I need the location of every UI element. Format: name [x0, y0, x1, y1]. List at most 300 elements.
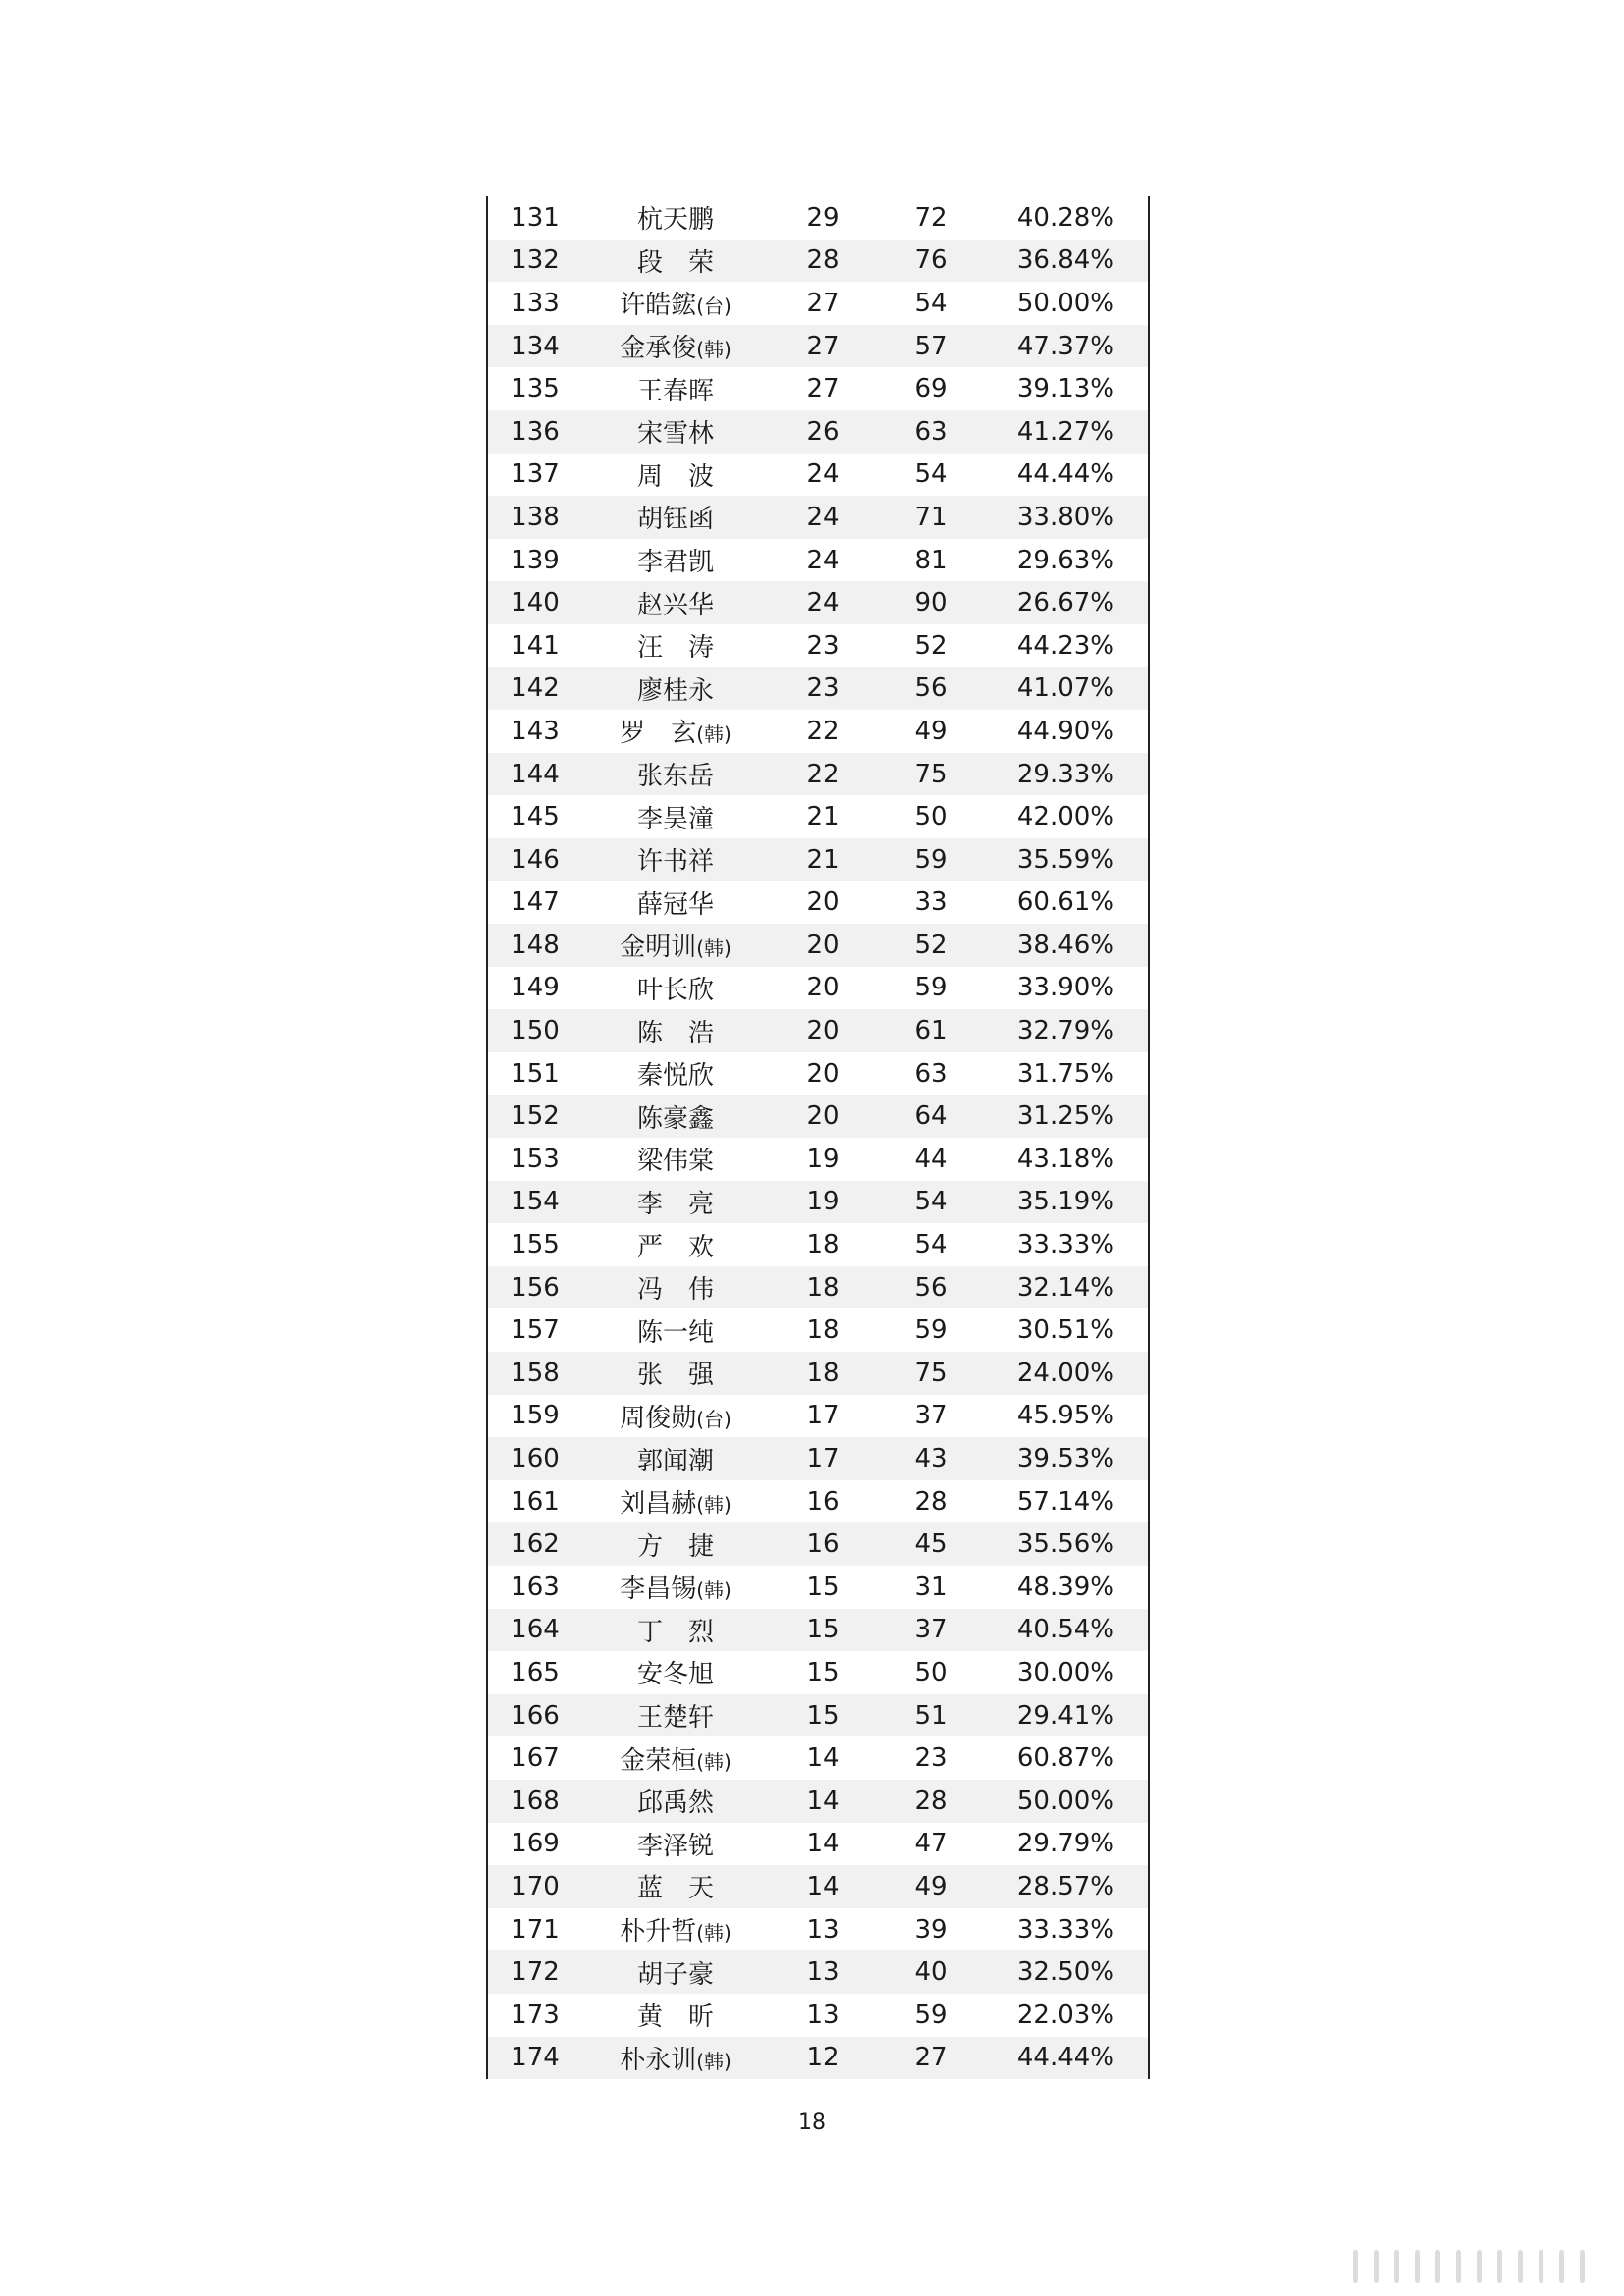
scroll-bar — [1580, 2250, 1585, 2283]
wins-cell: 17 — [806, 1444, 839, 1474]
wins-cell: 15 — [806, 1657, 839, 1687]
win-rate-cell: 22.03% — [1016, 2000, 1114, 2030]
games-cell: 57 — [914, 331, 947, 361]
player-name: 赵兴华 — [636, 590, 714, 620]
win-rate-cell: 29.79% — [1016, 1829, 1114, 1859]
win-rate-cell: 35.59% — [1016, 844, 1114, 875]
wins-cell: 24 — [806, 545, 839, 575]
games-cell: 63 — [914, 416, 947, 447]
player-name: 朴永训 — [620, 2045, 697, 2075]
wins-cell: 24 — [806, 459, 839, 490]
name-cell — [582, 1227, 769, 1263]
name-cell — [582, 1740, 769, 1777]
rank-cell: 171 — [511, 1914, 560, 1945]
player-name: 王楚轩 — [636, 1703, 714, 1734]
name-cell — [582, 1997, 769, 2033]
wins-cell: 16 — [806, 1529, 839, 1560]
table-row — [488, 1651, 1148, 1694]
scroll-bar — [1353, 2250, 1358, 2283]
name-cell — [582, 1441, 769, 1477]
games-cell: 64 — [914, 1101, 947, 1132]
wins-cell: 12 — [806, 2043, 839, 2073]
player-name: 冯 伟 — [636, 1275, 714, 1306]
rank-cell: 147 — [511, 887, 560, 918]
player-name: 李 亮 — [636, 1189, 714, 1219]
name-cell — [582, 1783, 769, 1819]
name-cell — [582, 1269, 769, 1306]
player-name: 朴升哲 — [620, 1917, 697, 1948]
games-cell: 39 — [914, 1914, 947, 1945]
table-row — [488, 1052, 1148, 1095]
player-name: 陈一纯 — [636, 1317, 714, 1348]
rank-cell: 151 — [511, 1058, 560, 1089]
table-row — [488, 240, 1148, 283]
rank-cell: 155 — [511, 1230, 560, 1260]
table-row — [488, 410, 1148, 454]
games-cell: 69 — [914, 374, 947, 404]
player-name: 方 捷 — [636, 1531, 714, 1562]
region-tag: (韩) — [696, 722, 731, 747]
games-cell: 27 — [914, 2043, 947, 2073]
games-cell: 56 — [914, 1272, 947, 1303]
win-rate-cell: 60.61% — [1016, 887, 1114, 918]
player-name: 张东岳 — [636, 762, 714, 792]
wins-cell: 14 — [806, 1829, 839, 1859]
wins-cell: 24 — [806, 502, 839, 532]
scroll-bar — [1415, 2250, 1420, 2283]
player-name: 李昊潼 — [636, 804, 714, 834]
player-name: 王春晖 — [636, 376, 714, 406]
wins-cell: 23 — [806, 630, 839, 661]
games-cell: 50 — [914, 802, 947, 832]
name-cell — [582, 585, 769, 621]
player-name: 陈 浩 — [636, 1018, 714, 1048]
name-cell — [582, 456, 769, 493]
rank-cell: 169 — [511, 1829, 560, 1859]
rank-cell: 149 — [511, 973, 560, 1003]
games-cell: 59 — [914, 1315, 947, 1346]
rank-cell: 158 — [511, 1358, 560, 1388]
games-cell: 28 — [914, 1486, 947, 1517]
table-row — [488, 454, 1148, 497]
wins-cell: 20 — [806, 930, 839, 960]
rank-cell: 153 — [511, 1144, 560, 1174]
table-row — [488, 1522, 1148, 1566]
win-rate-cell: 33.90% — [1016, 973, 1114, 1003]
name-cell — [582, 371, 769, 407]
name-cell — [582, 1826, 769, 1862]
player-name: 罗 玄 — [620, 719, 697, 749]
rank-cell: 150 — [511, 1016, 560, 1046]
table-row — [488, 710, 1148, 753]
player-name: 郭闻潮 — [636, 1446, 714, 1476]
games-cell: 71 — [914, 502, 947, 532]
rank-cell: 136 — [511, 416, 560, 447]
player-name: 许书祥 — [636, 847, 714, 878]
win-rate-cell: 35.56% — [1016, 1529, 1114, 1560]
wins-cell: 20 — [806, 973, 839, 1003]
rank-cell: 174 — [511, 2043, 560, 2073]
name-cell — [582, 1141, 769, 1177]
rank-cell: 146 — [511, 844, 560, 875]
region-tag: (韩) — [696, 1921, 731, 1946]
name-cell — [582, 1098, 769, 1135]
wins-cell: 18 — [806, 1315, 839, 1346]
scroll-bar — [1539, 2250, 1543, 2283]
name-cell — [582, 1954, 769, 1991]
table-row — [488, 881, 1148, 925]
name-cell — [582, 756, 769, 792]
win-rate-cell: 44.23% — [1016, 630, 1114, 661]
games-cell: 90 — [914, 588, 947, 618]
name-cell — [582, 1868, 769, 1904]
wins-cell: 15 — [806, 1572, 839, 1602]
region-tag: (韩) — [696, 2049, 731, 2073]
win-rate-cell: 29.63% — [1016, 545, 1114, 575]
wins-cell: 15 — [806, 1700, 839, 1731]
player-name: 刘昌赫 — [620, 1489, 697, 1520]
games-cell: 28 — [914, 1786, 947, 1816]
wins-cell: 13 — [806, 1957, 839, 1988]
rank-cell: 152 — [511, 1101, 560, 1132]
player-name: 邱禹然 — [636, 1789, 714, 1819]
wins-cell: 14 — [806, 1786, 839, 1816]
table-row — [488, 1823, 1148, 1866]
games-cell: 63 — [914, 1058, 947, 1089]
scroll-bar — [1559, 2250, 1564, 2283]
win-rate-cell: 40.28% — [1016, 202, 1114, 233]
wins-cell: 22 — [806, 759, 839, 789]
games-cell: 76 — [914, 245, 947, 276]
player-name: 秦悦欣 — [636, 1061, 714, 1092]
name-cell — [582, 542, 769, 578]
rank-cell: 142 — [511, 673, 560, 704]
player-name: 汪 涛 — [636, 633, 714, 664]
table-row — [488, 1308, 1148, 1352]
name-cell — [582, 1654, 769, 1690]
player-name: 薛冠华 — [636, 889, 714, 920]
win-rate-cell: 39.13% — [1016, 374, 1114, 404]
win-rate-cell: 32.14% — [1016, 1272, 1114, 1303]
games-cell: 59 — [914, 973, 947, 1003]
win-rate-cell: 36.84% — [1016, 245, 1114, 276]
rank-cell: 173 — [511, 2000, 560, 2030]
wins-cell: 24 — [806, 588, 839, 618]
rank-cell: 144 — [511, 759, 560, 789]
win-rate-cell: 32.50% — [1016, 1957, 1114, 1988]
win-rate-cell: 33.33% — [1016, 1230, 1114, 1260]
rank-cell: 133 — [511, 288, 560, 318]
table-row — [488, 325, 1148, 368]
table-row — [488, 1009, 1148, 1052]
player-name: 张 强 — [636, 1361, 714, 1391]
rank-cell: 172 — [511, 1957, 560, 1988]
games-cell: 31 — [914, 1572, 947, 1602]
player-name: 金承俊 — [620, 334, 697, 364]
scroll-bar — [1394, 2250, 1399, 2283]
name-cell — [582, 242, 769, 279]
win-rate-cell: 31.75% — [1016, 1058, 1114, 1089]
rank-cell: 137 — [511, 459, 560, 490]
games-cell: 49 — [914, 716, 947, 746]
scroll-indicator — [1353, 2250, 1585, 2283]
wins-cell: 27 — [806, 288, 839, 318]
player-name: 叶长欣 — [636, 975, 714, 1005]
scroll-bar — [1435, 2250, 1440, 2283]
wins-cell: 13 — [806, 2000, 839, 2030]
win-rate-cell: 47.37% — [1016, 331, 1114, 361]
games-cell: 52 — [914, 930, 947, 960]
games-cell: 75 — [914, 1358, 947, 1388]
wins-cell: 15 — [806, 1615, 839, 1645]
name-cell — [582, 627, 769, 664]
wins-cell: 14 — [806, 1871, 839, 1901]
name-cell — [582, 1569, 769, 1605]
rank-cell: 140 — [511, 588, 560, 618]
rank-cell: 165 — [511, 1657, 560, 1687]
wins-cell: 19 — [806, 1144, 839, 1174]
region-tag: (韩) — [696, 936, 731, 961]
rank-cell: 160 — [511, 1444, 560, 1474]
win-rate-cell: 38.46% — [1016, 930, 1114, 960]
player-name: 胡子豪 — [636, 1959, 714, 1990]
player-name: 李昌锡 — [620, 1575, 697, 1605]
name-cell — [582, 1184, 769, 1220]
win-rate-cell: 30.00% — [1016, 1657, 1114, 1687]
win-rate-cell: 40.54% — [1016, 1615, 1114, 1645]
win-rate-cell: 50.00% — [1016, 288, 1114, 318]
table-row — [488, 1609, 1148, 1652]
win-rate-cell: 42.00% — [1016, 802, 1114, 832]
win-rate-cell: 33.80% — [1016, 502, 1114, 532]
win-rate-cell: 26.67% — [1016, 588, 1114, 618]
table-row — [488, 1223, 1148, 1266]
win-rate-cell: 29.41% — [1016, 1700, 1114, 1731]
name-cell — [582, 884, 769, 921]
table-row — [488, 1780, 1148, 1823]
table-row — [488, 539, 1148, 582]
name-cell — [582, 713, 769, 749]
games-cell: 54 — [914, 459, 947, 490]
player-name: 李泽锐 — [636, 1831, 714, 1861]
table-row — [488, 1352, 1148, 1395]
name-cell — [582, 670, 769, 707]
name-cell — [582, 1398, 769, 1434]
player-name: 黄 昕 — [636, 2002, 714, 2033]
win-rate-cell: 24.00% — [1016, 1358, 1114, 1388]
player-name: 安冬旭 — [636, 1660, 714, 1690]
name-cell — [582, 328, 769, 364]
games-cell: 43 — [914, 1444, 947, 1474]
name-cell — [582, 799, 769, 835]
win-rate-cell: 32.79% — [1016, 1016, 1114, 1046]
games-cell: 59 — [914, 2000, 947, 2030]
games-cell: 47 — [914, 1829, 947, 1859]
player-name: 杭天鹏 — [636, 205, 714, 236]
region-tag: (韩) — [696, 1749, 731, 1774]
games-cell: 37 — [914, 1401, 947, 1431]
rank-cell: 141 — [511, 630, 560, 661]
wins-cell: 18 — [806, 1358, 839, 1388]
table-row — [488, 2037, 1148, 2080]
wins-cell: 29 — [806, 202, 839, 233]
player-name: 周 波 — [636, 461, 714, 492]
games-cell: 52 — [914, 630, 947, 661]
player-name: 廖桂永 — [636, 675, 714, 706]
table-row — [488, 753, 1148, 796]
table-row — [488, 1736, 1148, 1780]
games-cell: 54 — [914, 288, 947, 318]
table-row — [488, 496, 1148, 539]
wins-cell: 20 — [806, 887, 839, 918]
rank-cell: 157 — [511, 1315, 560, 1346]
win-rate-cell: 45.95% — [1016, 1401, 1114, 1431]
table-row — [488, 967, 1148, 1010]
name-cell — [582, 1612, 769, 1648]
table-row — [488, 367, 1148, 410]
player-name: 严 欢 — [636, 1232, 714, 1262]
table-row — [488, 196, 1148, 240]
table-row — [488, 1865, 1148, 1908]
games-cell: 23 — [914, 1743, 947, 1774]
games-cell: 75 — [914, 759, 947, 789]
wins-cell: 22 — [806, 716, 839, 746]
player-name: 蓝 天 — [636, 1874, 714, 1904]
win-rate-cell: 33.33% — [1016, 1914, 1114, 1945]
games-cell: 81 — [914, 545, 947, 575]
table-row — [488, 1395, 1148, 1438]
rank-cell: 148 — [511, 930, 560, 960]
table-row — [488, 581, 1148, 624]
name-cell — [582, 2040, 769, 2076]
player-name: 宋雪林 — [636, 419, 714, 450]
table-row — [488, 1095, 1148, 1138]
table-row — [488, 795, 1148, 838]
player-name: 金明训 — [620, 933, 697, 963]
table-row — [488, 1994, 1148, 2037]
name-cell — [582, 1911, 769, 1948]
scroll-bar — [1456, 2250, 1461, 2283]
win-rate-cell: 29.33% — [1016, 759, 1114, 789]
rank-cell: 164 — [511, 1615, 560, 1645]
player-name: 陈豪鑫 — [636, 1103, 714, 1134]
wins-cell: 14 — [806, 1743, 839, 1774]
rank-cell: 145 — [511, 802, 560, 832]
wins-cell: 20 — [806, 1016, 839, 1046]
games-cell: 40 — [914, 1957, 947, 1988]
win-rate-cell: 48.39% — [1016, 1572, 1114, 1602]
wins-cell: 18 — [806, 1272, 839, 1303]
games-cell: 37 — [914, 1615, 947, 1645]
player-name: 胡钰函 — [636, 505, 714, 535]
win-rate-cell: 30.51% — [1016, 1315, 1114, 1346]
player-name: 梁伟棠 — [636, 1147, 714, 1177]
region-tag: (台) — [696, 294, 731, 319]
table-row — [488, 838, 1148, 881]
table-row — [488, 667, 1148, 711]
games-cell: 51 — [914, 1700, 947, 1731]
wins-cell: 13 — [806, 1914, 839, 1945]
games-cell: 44 — [914, 1144, 947, 1174]
win-rate-cell: 31.25% — [1016, 1101, 1114, 1132]
name-cell — [582, 1697, 769, 1734]
region-tag: (韩) — [696, 338, 731, 362]
games-cell: 45 — [914, 1529, 947, 1560]
region-tag: (韩) — [696, 1493, 731, 1518]
name-cell — [582, 970, 769, 1006]
table-row — [488, 1694, 1148, 1737]
name-cell — [582, 1312, 769, 1349]
wins-cell: 21 — [806, 844, 839, 875]
rank-cell: 132 — [511, 245, 560, 276]
player-name: 丁 烈 — [636, 1617, 714, 1647]
name-cell — [582, 927, 769, 963]
rank-cell: 139 — [511, 545, 560, 575]
rank-cell: 138 — [511, 502, 560, 532]
table-row — [488, 1908, 1148, 1951]
win-rate-cell: 39.53% — [1016, 1444, 1114, 1474]
wins-cell: 19 — [806, 1187, 839, 1217]
rank-cell: 166 — [511, 1700, 560, 1731]
wins-cell: 20 — [806, 1101, 839, 1132]
rank-cell: 135 — [511, 374, 560, 404]
wins-cell: 23 — [806, 673, 839, 704]
table-row — [488, 282, 1148, 325]
name-cell — [582, 1355, 769, 1391]
player-name: 李君凯 — [636, 548, 714, 578]
page-number: 18 — [798, 2110, 826, 2135]
table-row — [488, 1950, 1148, 1994]
name-cell — [582, 1483, 769, 1520]
win-rate-cell: 43.18% — [1016, 1144, 1114, 1174]
scroll-bar — [1477, 2250, 1482, 2283]
ranking-table — [486, 196, 1150, 2079]
table-row — [488, 1566, 1148, 1609]
rank-cell: 170 — [511, 1871, 560, 1901]
games-cell: 49 — [914, 1871, 947, 1901]
rank-cell: 159 — [511, 1401, 560, 1431]
name-cell — [582, 841, 769, 878]
region-tag: (韩) — [696, 1578, 731, 1603]
rank-cell: 156 — [511, 1272, 560, 1303]
rank-cell: 131 — [511, 202, 560, 233]
games-cell: 50 — [914, 1657, 947, 1687]
rank-cell: 134 — [511, 331, 560, 361]
table-row — [488, 1138, 1148, 1181]
wins-cell: 17 — [806, 1401, 839, 1431]
wins-cell: 26 — [806, 416, 839, 447]
name-cell — [582, 413, 769, 450]
games-cell: 59 — [914, 844, 947, 875]
win-rate-cell: 44.44% — [1016, 459, 1114, 490]
rank-cell: 168 — [511, 1786, 560, 1816]
scroll-bar — [1518, 2250, 1523, 2283]
table-row — [488, 1480, 1148, 1523]
win-rate-cell: 50.00% — [1016, 1786, 1114, 1816]
name-cell — [582, 1526, 769, 1563]
wins-cell: 18 — [806, 1230, 839, 1260]
player-name: 段 荣 — [636, 247, 714, 278]
table-row — [488, 1437, 1148, 1480]
wins-cell: 27 — [806, 331, 839, 361]
player-name: 周俊勋 — [620, 1403, 697, 1433]
player-name: 许皓鋐 — [620, 291, 697, 321]
games-cell: 33 — [914, 887, 947, 918]
rank-cell: 143 — [511, 716, 560, 746]
player-name: 金荣桓 — [620, 1745, 697, 1776]
win-rate-cell: 28.57% — [1016, 1871, 1114, 1901]
name-cell — [582, 199, 769, 236]
